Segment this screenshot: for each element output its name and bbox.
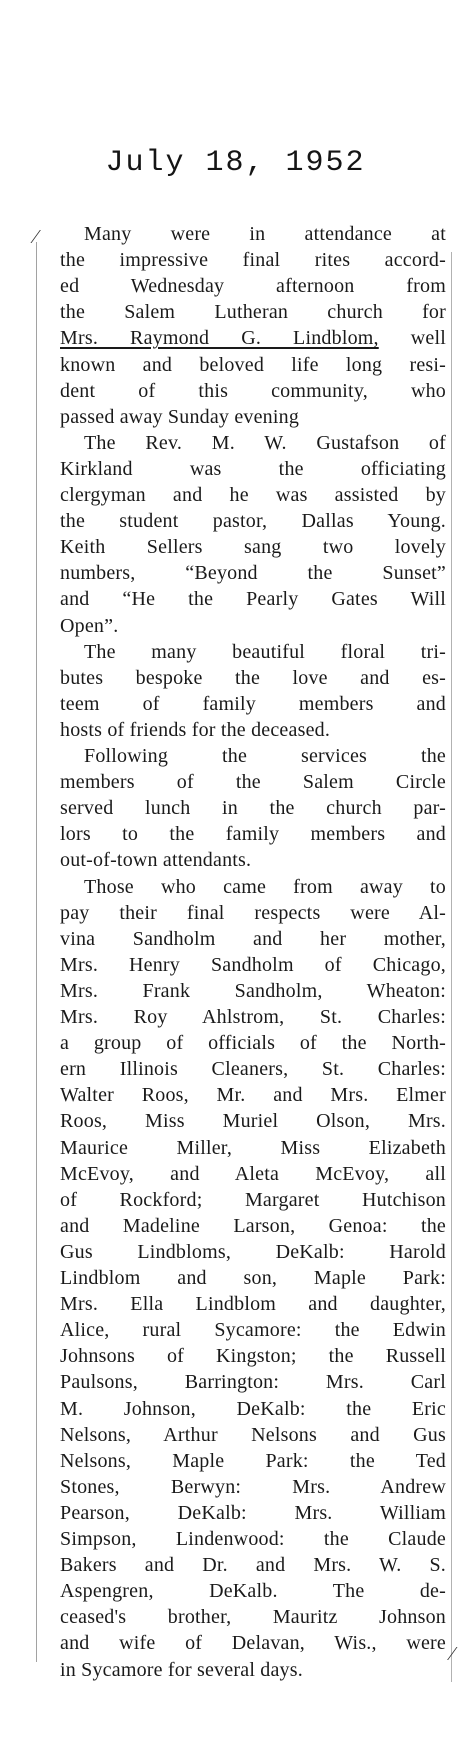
article-line: Maurice Miller, Miss Elizabeth [60,1136,446,1159]
article-line: Mrs. Frank Sandholm, Wheaton: [60,979,446,1002]
article-line: McEvoy, and Aleta McEvoy, all [60,1162,446,1185]
article-line: Alice, rural Sycamore: the Edwin [60,1319,446,1342]
clipping-date: July 18, 1952 [105,146,366,180]
article-line: a group of officials of the North- [60,1032,446,1055]
underlined-name: Mrs. Raymond G. Lindblom, [60,327,379,350]
article-line: The Rev. M. W. Gustafson of [84,431,446,454]
article-line: clergyman and he was assisted by [60,484,446,506]
article-line: Gus Lindbloms, DeKalb: Harold [60,1240,446,1263]
article-line: of Rockford; Margaret Hutchison [60,1188,446,1211]
article-line: Mrs. Ella Lindblom and daughter, [60,1293,446,1316]
pen-mark-bottom: ⁄ [450,1643,454,1665]
article-line: and “He the Pearly Gates Will [60,588,446,611]
article-line: Johnsons of Kingston; the Russell [60,1345,446,1368]
article-line: the impressive final rites accord- [60,249,446,272]
newspaper-clipping [28,222,452,1682]
article-line: members of the Salem Circle [60,771,446,794]
article-line: Walter Roos, Mr. and Mrs. Elmer [60,1084,446,1107]
article-line: Kirkland was the officiating [60,457,446,480]
article-line: passed away Sunday evening [60,405,300,428]
article-line: M. Johnson, DeKalb: the Eric [60,1397,446,1420]
article-line: known and beloved life long resi- [60,353,446,376]
article-line: in Sycamore for several days. [60,1658,303,1681]
article-line: served lunch in the church par- [60,797,446,820]
article-line: the student pastor, Dallas Young. [60,510,446,533]
article-line: Keith Sellers sang two lovely [60,536,446,559]
article-line: vina Sandholm and her mother, [60,927,446,950]
article-line: The many beautiful floral tri- [84,640,446,663]
article-line: Stones, Berwyn: Mrs. Andrew [60,1475,446,1498]
article-line: Lindblom and son, Maple Park: [60,1267,446,1289]
article-line: butes bespoke the love and es- [60,666,446,689]
article-line: Those who came from away to [84,875,446,898]
article-line: pay their final respects were Al- [60,901,446,924]
article-line: Aspengren, DeKalb. The de- [60,1580,446,1603]
article-line: hosts of friends for the deceased. [60,718,331,741]
article-line: Mrs. Henry Sandholm of Chicago, [60,953,446,976]
article-line: teem of family members and [60,692,446,715]
article-line: Open”. [60,614,119,637]
article-line: numbers, “Beyond the Sunset” [60,562,446,585]
article-line: Roos, Miss Muriel Olson, Mrs. [60,1110,446,1133]
article-line: Nelsons, Arthur Nelsons and Gus [60,1423,446,1446]
article-line: ceased's brother, Mauritz Johnson [60,1606,446,1629]
column-rule-right [451,252,452,1682]
column-rule-left [36,242,37,1662]
article-line: Nelsons, Maple Park: the Ted [60,1449,446,1472]
article-line: and Madeline Larson, Genoa: the [60,1214,446,1237]
article-line: Paulsons, Barrington: Mrs. Carl [60,1371,446,1394]
article-line: Mrs. Raymond G. Lindblom, well [60,327,446,350]
article-line: lors to the family members and [60,823,446,846]
article-line: out-of-town attendants. [60,849,252,872]
article-line: the Salem Lutheran church for [60,301,446,324]
article-line: Mrs. Roy Ahlstrom, St. Charles: [60,1006,446,1028]
article-line: ern Illinois Cleaners, St. Charles: [60,1058,446,1081]
article-line: and wife of Delavan, Wis., were [60,1632,446,1655]
article-line: Bakers and Dr. and Mrs. W. S. [60,1554,446,1577]
article-line: dent of this community, who [60,379,446,402]
article-line: Simpson, Lindenwood: the Claude [60,1528,446,1550]
article-line: ed Wednesday afternoon from [60,275,446,298]
pen-mark-top: ⁄ [34,226,38,248]
article-line: Many were in attendance at [84,223,446,245]
article-line: Following the services the [84,745,446,767]
article-line: Pearson, DeKalb: Mrs. William [60,1501,446,1524]
